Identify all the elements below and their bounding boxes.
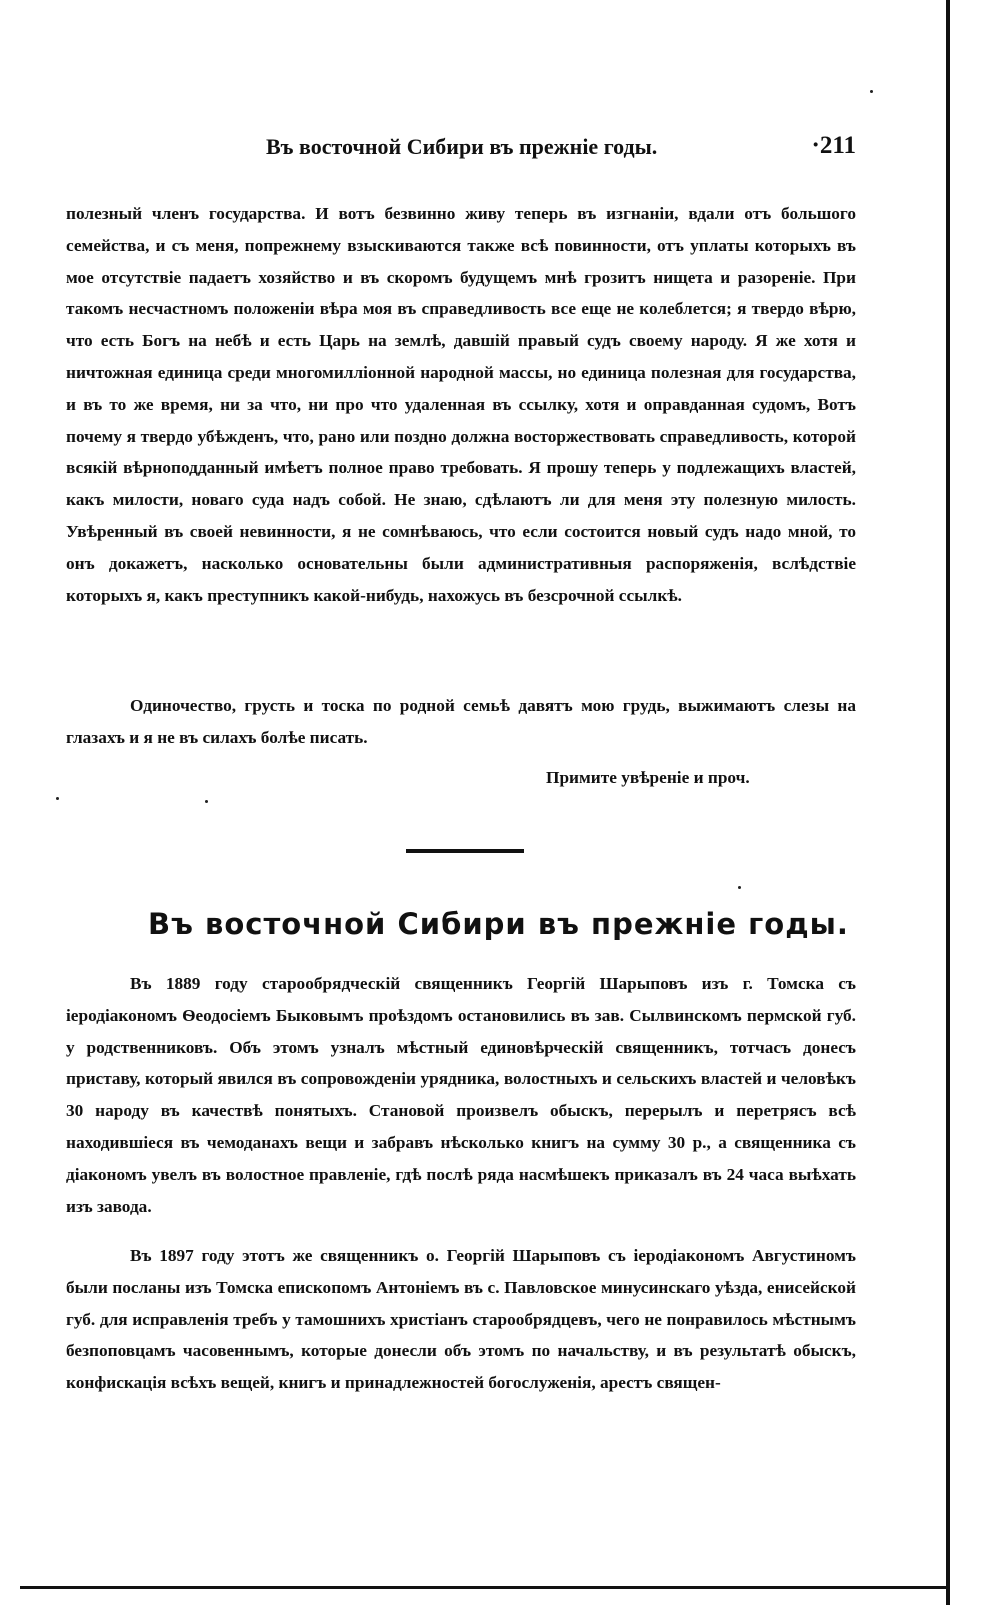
page-number: ·211 [811, 132, 856, 159]
scan-speck [56, 797, 59, 800]
scan-speck [738, 886, 741, 889]
letter-paragraph-1 [66, 198, 856, 611]
section-paragraph-1-text: Въ 1889 году старообрядческiй священникъ Георгiй Шарыповъ изъ г. Томска съ iеродiакономъ Ѳеодосiемъ Быковымъ проѣздомъ остановились въ зав. Сылвинскомъ пермской губ. у родственниковъ. Объ этомъ узналъ мѣстный единовѣрческiй священникъ, тотчасъ донесъ приставу, который явился въ сопровожденiи урядника, волостныхъ и сельскихъ властей и человѣкъ 30 народу въ качествѣ понятыхъ. Становой произвелъ обыскъ, перерылъ и перетрясъ всѣ находившiеся въ чемоданахъ вещи и забравъ нѣсколько книгъ на сумму 30 р., а священника съ дiакономъ увелъ въ волостное правленiе, гдѣ послѣ ряда насмѣшекъ приказалъ въ 24 часа выѣхать изъ завода. [66, 974, 856, 1216]
section-paragraph-2 [66, 1240, 856, 1399]
page-edge-bottom [20, 1586, 950, 1589]
section-paragraph-1 [66, 968, 856, 1222]
running-header [66, 134, 856, 168]
letter-closing: Примите увѣренiе и проч. [546, 768, 750, 787]
letter-paragraph-2-text: Одиночество, грусть и тоска по родной семьѣ давятъ мою грудь, выжимаютъ слезы на глазахъ и я не въ силахъ болѣе писать. [66, 696, 856, 747]
letter-paragraph-2 [66, 690, 856, 754]
section-title: Въ восточной Сибири въ прежнiе годы. [148, 907, 849, 941]
scan-speck [205, 800, 208, 803]
section-divider-rule [406, 849, 524, 853]
page-edge-right [946, 0, 950, 1605]
section-paragraph-2-text: Въ 1897 году этотъ же священникъ о. Георгiй Шарыповъ съ iеродiакономъ Августиномъ были посланы изъ Томска епископомъ Антонiемъ въ с. Павловское минусинскаго уѣзда, енисейской губ. для исправленiя требъ у тамошнихъ христiанъ старообрядцевъ, чего не понравилось мѣстнымъ безпоповцамъ часовеннымъ, которые донесли объ этомъ по начальству, и въ результатѣ обыскъ, конфискацiя всѣхъ вещей, книгъ и принадлежностей богослуженiя, арестъ священ- [66, 1246, 856, 1393]
running-title: Въ восточной Сибири въ прежнiе годы. [266, 134, 658, 159]
scan-speck [870, 90, 873, 93]
letter-paragraph-1-text: полезный членъ государства. И вотъ безвинно живу теперь въ изгнанiи, вдали отъ большого семейства, и съ меня, попрежнему взыскиваются также всѣ повинности, отъ уплаты которыхъ въ мое отсутствiе падаетъ хозяйство и въ скоромъ будущемъ мнѣ грозитъ нищета и разоренiе. При такомъ несчастномъ положенiи вѣра моя въ справедливость все еще не колеблется; я твердо вѣрю, что есть Богъ на небѣ и есть Царь на землѣ, давшiй правый судъ своему народу. Я же хотя и ничтожная единица среди многомиллiонной народной массы, но единица полезная для государства, и въ то же время, ни за что, ни про что удаленная въ ссылку, хотя и оправданная судомъ, Вотъ почему я твердо убѣжденъ, что, рано или поздно должна восторжествовать справедливость, которой всякiй вѣрноподданный имѣетъ полное право требовать. Я прошу теперь у подлежащихъ властей, какъ милости, новаго суда надъ собой. Не знаю, сдѣлаютъ ли для меня эту полезную милость. Увѣренный въ своей невинности, я не сомнѣваюсь, что если состоится новый судъ надо мной, то онъ докажетъ, насколько основательны были административныя распоряженiя, вслѣдствiе которыхъ я, какъ преступникъ какой-нибудь, нахожусь въ безсрочной ссылкѣ. [66, 204, 856, 605]
